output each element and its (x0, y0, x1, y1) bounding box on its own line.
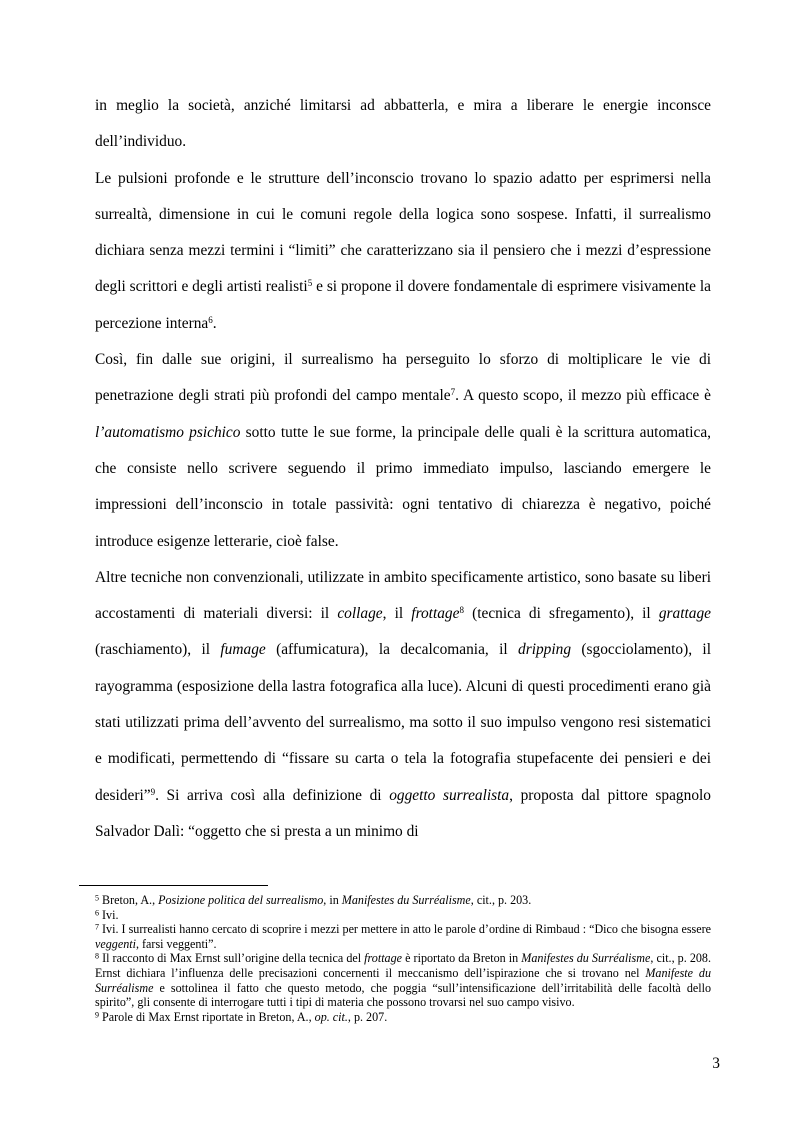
footnote-number: 7 (95, 922, 99, 932)
text-run: , il (382, 605, 412, 623)
italic-term: grattage (658, 605, 711, 623)
text-run: in meglio la società, anziché limitarsi ad abbatterla, e mira a liberare le energie inconsce dell’individuo. (95, 97, 711, 151)
footnote-ref-7: 7 (450, 387, 456, 398)
footnote-5 (95, 893, 711, 908)
text-run: . (212, 314, 217, 332)
text-run: Così, fin dalle sue origini, il surrealismo ha perseguito lo sforzo di moltiplicare le vie di penetrazione degli strati più profondi del campo mentale (95, 351, 711, 405)
italic-term: dripping (518, 641, 572, 659)
italic-title: Manifestes du Surréalisme (521, 951, 651, 966)
italic-term: oggetto surrealista (389, 786, 510, 804)
main-text (95, 88, 711, 850)
text-run: (sgocciolamento), il rayogramma (esposizione della lastra fotografica alla luce). Alcuni di questi procedimenti erano già stati utilizzati prima dell’avvento del surrealismo, ma sotto il suo impulso vengono resi sistematici e modificati, permettendo di “fissare su carta o tela la fotografia stupefacente dei pensieri e dei desideri” (95, 641, 711, 804)
footnote-separator (79, 885, 268, 886)
text-run: , proposta dal pittore spagnolo Salvador Dalì: “oggetto che si presta a un minimo di (95, 786, 711, 840)
text-run: e si propone il dovere fondamentale di esprimere visivamente la percezione interna (95, 278, 712, 332)
footnote-ref-5: 5 (307, 278, 313, 289)
italic-term: collage (337, 605, 383, 623)
text-run: sotto tutte le sue forme, la principale delle quali è la scrittura automatica, che consiste nello scrivere seguendo il primo immediato impulso, lasciando emergere le impressioni dell’inconscio in totale passività: ogni tentativo di chiarezza è negativo, poiché introduce esigenze letterarie, cioè false. (95, 423, 712, 550)
text-run: Ivi. I surrealisti hanno cercato di scoprire i mezzi per mettere in atto le parole d’ordine di Rimbaud : “Dico che bisogna essere (99, 922, 711, 937)
paragraph-1 (95, 88, 711, 161)
italic-term: l’automatismo psichico (95, 423, 241, 441)
text-run: , cit., p. 208. Ernst dichiara l’influenza delle precisazioni concernenti il meccanismo dell’ispirazione che si trovano nel (95, 951, 711, 980)
footnote-6 (95, 908, 711, 923)
footnote-ref-6: 6 (208, 314, 213, 325)
text-run: Breton, A., (99, 893, 159, 907)
text-run: . A questo scopo, il mezzo più efficace è (455, 387, 711, 405)
text-run: Il racconto di Max Ernst sull’origine della tecnica del (99, 951, 365, 966)
paragraph-2 (95, 161, 711, 342)
paragraph-4 (95, 560, 711, 850)
italic-term: fumage (220, 641, 266, 659)
footnote-ref-9: 9 (150, 786, 156, 797)
italic-term: frottage (364, 951, 403, 966)
footnote-9 (95, 1010, 711, 1025)
text-run: Ivi. (99, 907, 119, 922)
italic-title: Manifeste du Surréalisme (95, 965, 711, 995)
text-run: , p. 207. (347, 1009, 388, 1024)
text-run: è riportato da Breton in (402, 951, 522, 966)
text-run: Altre tecniche non convenzionali, utilizzate in ambito specificamente artistico, sono basate su liberi accostamenti di materiali diversi: il (95, 568, 711, 623)
footnote-number: 8 (95, 951, 99, 961)
text-run: . Si arriva così alla definizione di (155, 786, 390, 804)
text-run: (tecnica di sfregamento), il (463, 605, 659, 623)
italic-term: frottage (411, 605, 460, 623)
text-run: e sottolinea il fatto che questo metodo, che poggia “sull’intensificazione dell’irritabilità delle facoltà dello spirito”, gli consente di interrogare tutti i tipi di materia che possono trovarsi nel suo campo visivo. (95, 980, 711, 1010)
footnote-number: 6 (95, 908, 99, 917)
text-run: Le pulsioni profonde e le strutture dell’inconscio trovano lo spazio adatto per esprimersi nella surrealtà, dimensione in cui le comuni regole della logica sono sospese. Infatti, il surrealismo dichiara senza mezzi termini i “limiti” che caratterizzano sia il pensiero che i mezzi d’espressione degli scrittori e degli artisti realisti (95, 169, 711, 296)
footnote-7 (95, 922, 711, 951)
page-number: 3 (712, 1055, 720, 1072)
paragraph-3 (95, 342, 711, 560)
italic-title: Posizione politica del surrealismo (158, 893, 324, 907)
text-run: , cit., p. 203. (470, 893, 532, 907)
text-run: , in (323, 893, 342, 907)
italic-term: veggenti (95, 936, 136, 951)
footnotes (95, 893, 711, 1024)
text-run: (affumicatura), la decalcomania, il (265, 641, 519, 659)
footnote-number: 5 (95, 893, 99, 903)
text-run: Parole di Max Ernst riportate in Breton, A., (99, 1009, 315, 1024)
footnote-ref-8: 8 (459, 605, 464, 616)
footnote-number: 9 (95, 1010, 99, 1020)
text-run: , farsi veggenti”. (135, 936, 217, 951)
italic-term: op. cit. (314, 1009, 348, 1024)
italic-title: Manifestes du Surréalisme (341, 893, 471, 907)
footnote-8 (95, 951, 711, 1009)
text-run: (raschiamento), il (95, 641, 221, 659)
